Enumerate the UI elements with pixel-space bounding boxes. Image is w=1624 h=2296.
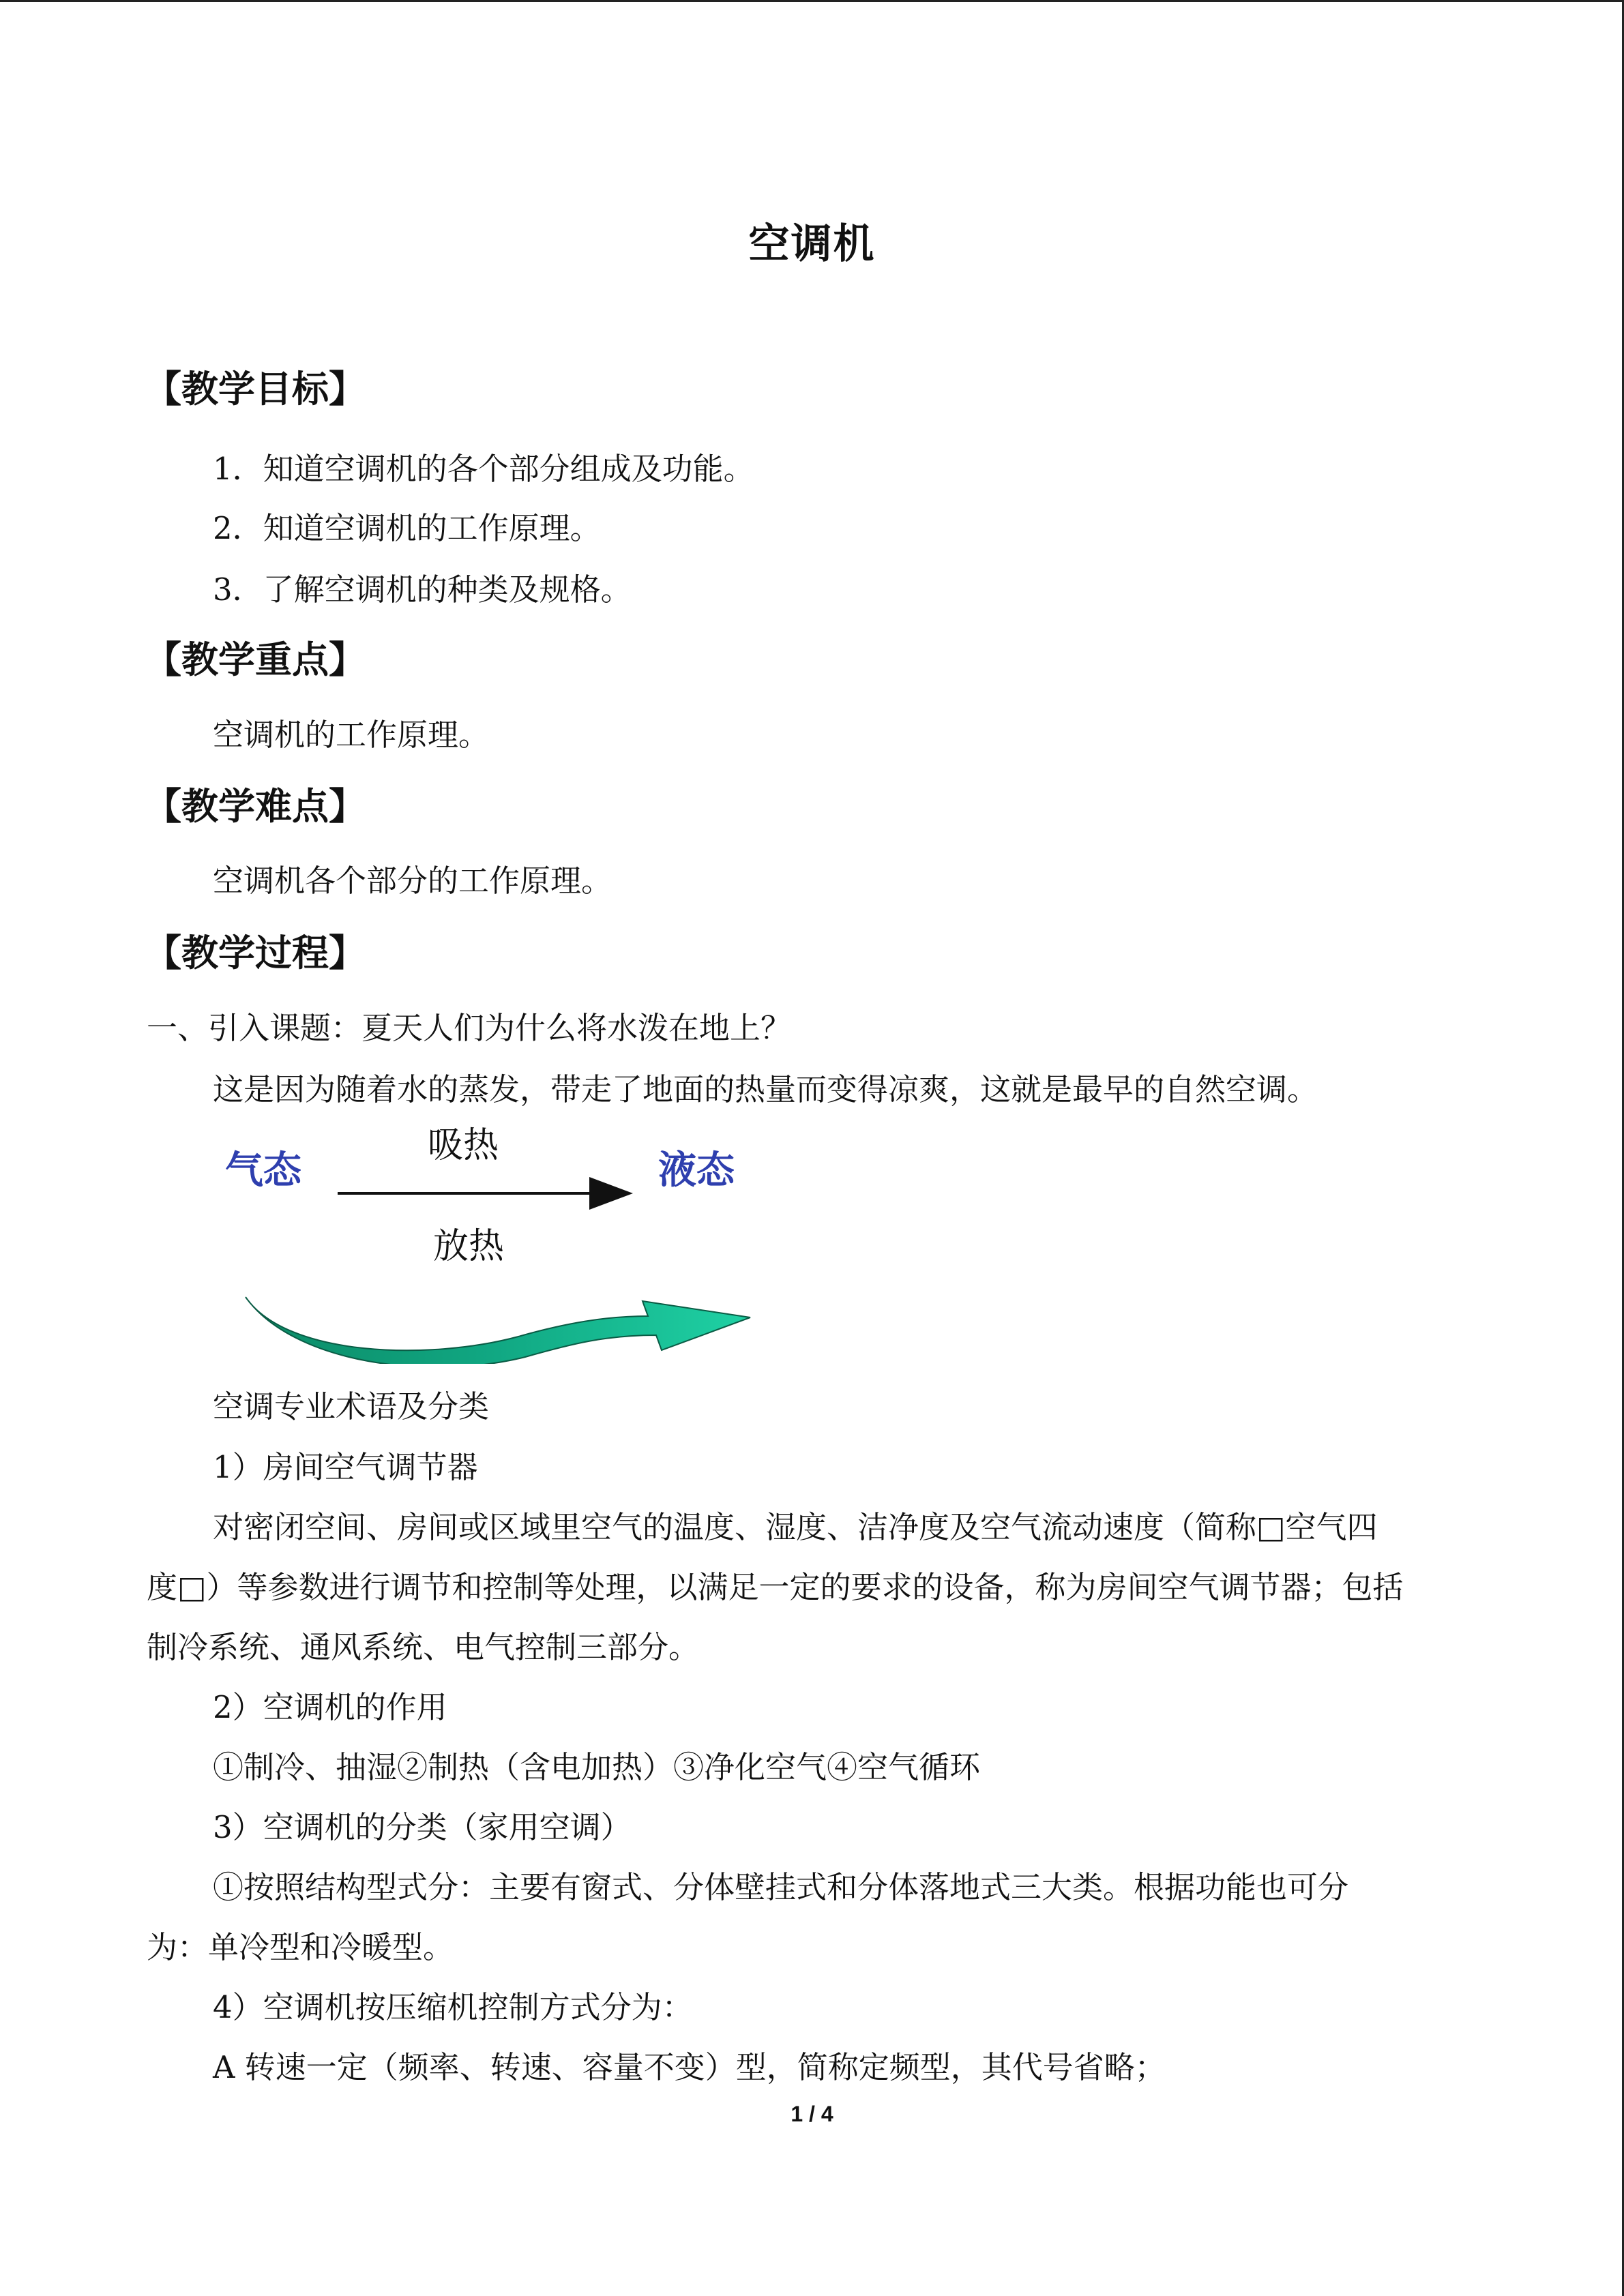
page-title: 空调机 [748, 220, 876, 268]
item1-paragraph-line: 对密闭空间、房间或区域里空气的温度、湿度、洁净度及空气流动速度（简称□空气四 [213, 1509, 1378, 1545]
item2-title: 2）空调机的作用 [213, 1689, 447, 1725]
item3-paragraph-line: 为：单冷型和冷暖型。 [147, 1929, 454, 1965]
release-heat-label: 放热 [433, 1226, 505, 1267]
item1-title: 1）房间空气调节器 [213, 1449, 478, 1485]
objective-item: 1．知道空调机的各个部分组成及功能。 [213, 451, 754, 487]
item3-title: 3）空调机的分类（家用空调） [213, 1809, 632, 1845]
key-point-text: 空调机的工作原理。 [213, 717, 490, 753]
objectives-heading: 【教学目标】 [145, 368, 366, 411]
cycle-arrow-graphic [246, 1297, 750, 1364]
difficulty-text: 空调机各个部分的工作原理。 [213, 863, 612, 899]
objective-item: 2．知道空调机的工作原理。 [213, 510, 601, 546]
item1-paragraph-line: 度□）等参数进行调节和控制等处理，以满足一定的要求的设备，称为房间空气调节器；包括 [147, 1569, 1404, 1605]
terms-title: 空调专业术语及分类 [213, 1388, 490, 1425]
page-border-top [0, 0, 1624, 2]
key-point-heading: 【教学重点】 [145, 638, 366, 681]
intro-question: 一、引入课题：夏天人们为什么将水泼在地上？ [147, 1010, 792, 1046]
gas-state-label: 气态 [225, 1148, 301, 1193]
item3-paragraph-line: ①按照结构型式分：主要有窗式、分体壁挂式和分体落地式三大类。根据功能也可分 [213, 1869, 1349, 1905]
page-number: 1 / 4 [791, 2102, 833, 2126]
process-heading: 【教学过程】 [145, 931, 366, 974]
liquid-state-label: 液态 [658, 1148, 735, 1193]
difficulty-heading: 【教学难点】 [145, 785, 366, 828]
intro-answer: 这是因为随着水的蒸发，带走了地面的热量而变得凉爽，这就是最早的自然空调。 [213, 1071, 1318, 1107]
objective-item: 3．了解空调机的种类及规格。 [213, 571, 632, 608]
item2-text: ①制冷、抽湿②制热（含电加热）③净化空气④空气循环 [213, 1749, 981, 1785]
phase-change-diagram [211, 1118, 757, 1364]
absorb-heat-label: 吸热 [428, 1125, 499, 1166]
item4-title: 4）空调机按压缩机控制方式分为： [213, 1989, 693, 2025]
item1-paragraph-line: 制冷系统、通风系统、电气控制三部分。 [147, 1629, 700, 1665]
item4-option-a: A 转速一定（频率、转速、容量不变）型，简称定频型，其代号省略； [213, 2049, 1166, 2085]
